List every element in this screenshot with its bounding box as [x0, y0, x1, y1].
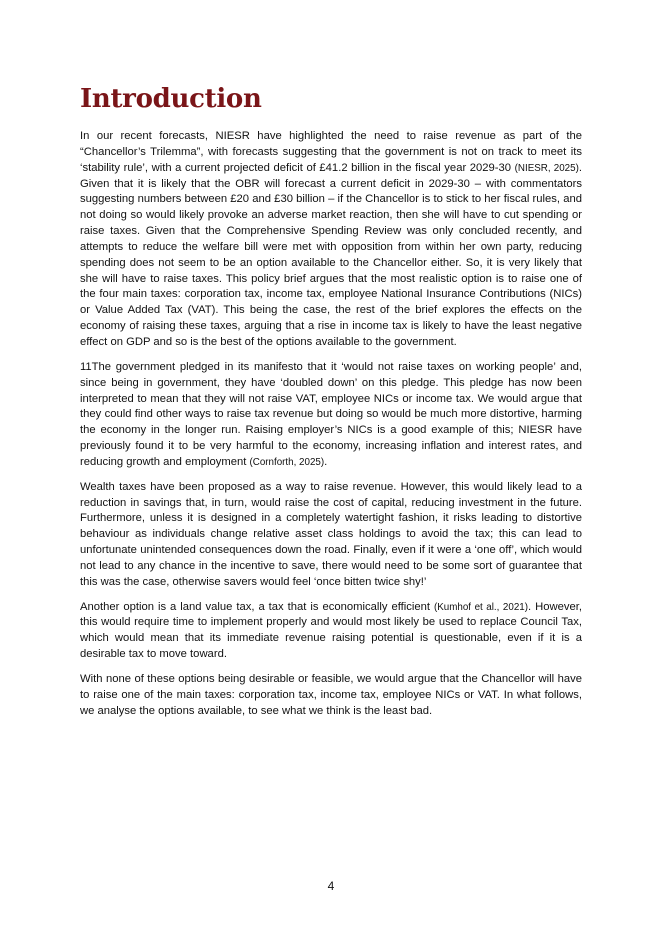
page-number: 4: [327, 879, 335, 893]
paragraph-text-after: .: [324, 455, 328, 468]
citation: (NIESR, 2025): [514, 162, 579, 174]
paragraph-text-after: . However, this would require time to implement properly and would most likely be used to replace Council Tax, which would mean that its immediate revenue raising potential is questionable, even if it is a desirable tax to move toward.: [80, 600, 582, 661]
citation: (Kumhof et al., 2021): [433, 601, 528, 613]
paragraph-text: In our recent forecasts, NIESR have highlighted the need to raise revenue as part of the “Chancellor’s Trilemma”, with forecasts suggesting that the government is not on track to meet its ‘stability rule’, with a current projected deficit of £41.2 billion in the fiscal year 2029-30: [80, 130, 582, 174]
paragraph-deficit: [80, 129, 582, 351]
paragraph-text: Wealth taxes have been proposed as a way to raise revenue. However, this would likely lead to a reduction in savings that, in turn, would raise the cost of capital, reducing investment in the future. Furthermore, unless it is designed in a completely watertight fashion, it risks leading to distortive behaviour as individuals change relative asset class holdings to avoid the tax; this can lead to unfortunate unintended consequences down the road. Finally, even if it were a ‘one off’, which would not lead to any chance in the incentive to save, there would need to be some sort of guarantee that this was the case, otherwise savers would feel ‘once bitten twice shy!’: [80, 480, 582, 588]
paragraph-land-value-tax: [80, 600, 582, 663]
paragraph-text: Another option is a land value tax, a tax that is economically efficient: [80, 600, 431, 613]
page-title: Introduction: [80, 84, 262, 114]
paragraph-manifesto: [80, 360, 582, 471]
paragraph-text-after: . Given that it is likely that the OBR will forecast a current deficit in 2029-30 – with commentators suggesting numbers between £20 and £30 billion – if the Chancellor is to stick to her fiscal rules, and not doing so would likely provoke an adverse market reaction, then she will have to cut spending or raise taxes. Given that the Comprehensive Spending Review was only concluded recently, and attempts to reduce the welfare bill were met with opposition from within her own party, reducing spending does not seem to be an option available to the Chancellor either. So, it is very likely that she will have to raise taxes. This policy brief argues that the most realistic option is to raise one of the four main taxes: corporation tax, income tax, employee National Insurance Contributions (NICs) or Value Added Tax (VAT). This being the case, the rest of the brief explores the effects on the economy of raising these taxes, arguing that a rise in income tax is likely to have the least negative effect on GDP and so is the best of the options available to the government.: [80, 161, 582, 348]
paragraph-text: With none of these options being desirable or feasible, we would argue that the Chancellor will have to raise one of the main taxes: corporation tax, income tax, employee NICs or VAT. In what follows, we analyse the options available, to see what we think is the least bad.: [80, 673, 582, 717]
paragraph-text: 11The government pledged in its manifesto that it ‘would not raise taxes on working people’ and, since being in government, they have ‘doubled down’ on this pledge. This pledge has now been interpreted to mean that they will not raise VAT, employee NICs or income tax. We would argue that they could find other ways to raise tax revenue but doing so would be much more distortive, harming the economy in the longer run. Raising employer’s NICs is a good example of this; NIESR have previously found it to be very harmful to the economy, increasing inflation and interest rates, and reducing growth and employment: [80, 360, 582, 468]
body-text: [80, 129, 582, 729]
paragraph-wealth-taxes: [80, 480, 582, 591]
citation: (Cornforth, 2025): [249, 456, 325, 468]
paragraph-conclusion: [80, 672, 582, 720]
